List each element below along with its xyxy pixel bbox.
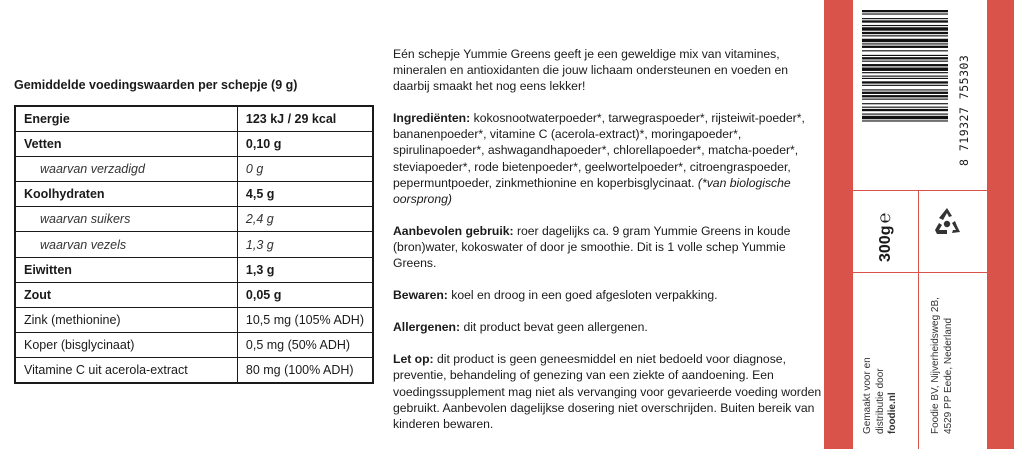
table-row bbox=[15, 106, 373, 132]
table-row bbox=[15, 182, 373, 207]
barcode-bar bbox=[862, 13, 948, 14]
barcode-bar bbox=[862, 20, 948, 22]
barcode-bar bbox=[862, 57, 948, 59]
nutrient-value: 0,05 g bbox=[237, 282, 373, 307]
barcode-bar bbox=[862, 120, 948, 121]
estimated-sign: ℮ bbox=[874, 212, 894, 224]
nutrient-value: 123 kJ / 29 kcal bbox=[237, 106, 373, 132]
allergens-section bbox=[393, 319, 823, 335]
nutrient-name: Koper (bisglycinaat) bbox=[15, 332, 237, 357]
barcode-bar bbox=[862, 72, 948, 73]
nutrient-name: Vetten bbox=[15, 132, 237, 157]
red-stripe-right bbox=[988, 0, 1014, 449]
nutrient-name: waarvan verzadigd bbox=[15, 157, 237, 182]
barcode-bar bbox=[862, 92, 948, 94]
barcode-bar bbox=[862, 116, 948, 119]
nutrient-value: 2,4 g bbox=[237, 207, 373, 232]
panel-border-left bbox=[852, 0, 853, 449]
nutrient-name: Zink (methionine) bbox=[15, 307, 237, 332]
barcode-bar bbox=[862, 64, 948, 66]
barcode-bar bbox=[862, 114, 948, 115]
table-row bbox=[15, 257, 373, 282]
storage-label: Bewaren: bbox=[393, 288, 448, 303]
panel-divider-vertical bbox=[918, 190, 919, 449]
panel-border-right bbox=[987, 0, 988, 449]
barcode-bar bbox=[862, 78, 948, 79]
warning-text: dit product is geen geneesmiddel en niet bedoeld voor diagnose, preventie, behandeling of genezing van een ziekte of aandoening. Een voedingssupplement mag niet als vervanging voor gevarieerde voeding worden gebruikt. Aanbevolen dagelijkse dosering niet overschrijden. Buiten bereik van kinderen bewaren. bbox=[393, 352, 822, 431]
usage-text: roer dagelijks ca. 9 gram Yummie Greens in koude (bron)water, kokoswater of door je smoothie. Dit is 1 volle schep Yummie Greens. bbox=[393, 223, 791, 271]
intro-text: Eén schepje Yummie Greens geeft je een geweldige mix van vitamines, mineralen en antioxidanten die jouw lichaam ondersteunen en voeden en daarbij smaakt het nog eens lekker! bbox=[393, 47, 789, 94]
allergens-label: Allergenen: bbox=[393, 320, 461, 335]
product-description bbox=[393, 46, 823, 448]
barcode-bar bbox=[862, 68, 948, 71]
barcode-bar bbox=[862, 61, 948, 62]
barcode-number: 8 719327 755303 bbox=[957, 54, 971, 166]
barcode-bar bbox=[862, 32, 948, 34]
barcode-bar bbox=[862, 39, 948, 42]
ingredients-section bbox=[393, 110, 823, 207]
barcode-bar bbox=[862, 46, 948, 48]
usage-section bbox=[393, 223, 823, 271]
table-row bbox=[15, 332, 373, 357]
table-row bbox=[15, 282, 373, 307]
barcode-bar bbox=[862, 103, 948, 104]
nutrient-name: Zout bbox=[15, 282, 237, 307]
usage-label: Aanbevolen gebruik: bbox=[393, 223, 514, 238]
table-row bbox=[15, 132, 373, 157]
barcode-bar bbox=[862, 18, 948, 19]
barcode-bar bbox=[862, 43, 948, 44]
barcode-bar bbox=[862, 55, 948, 56]
panel-divider bbox=[852, 190, 988, 191]
barcode-bar bbox=[862, 81, 948, 83]
table-row bbox=[15, 307, 373, 332]
barcode-bar bbox=[862, 95, 948, 97]
table-row bbox=[15, 357, 373, 383]
barcode-bar bbox=[862, 76, 948, 77]
barcode-bar bbox=[862, 109, 948, 111]
ingredients-text: kokosnootwaterpoeder*, tarwegraspoeder*, rijsteiwit-poeder*, bananenpoeder*, vitamine C (acerola-extract)*, moringapoeder*, spirulinapoeder*, ashwagandhapoeder*, chlorellapoeder*, matcha-poeder*, steviapoeder*, rode bietenpoeder*, geelwortelpoeder*, citroengraspoeder, pepermuntpoeder, zinkmethionine en koperbisglycinaat. bbox=[393, 111, 805, 190]
allergens-text: dit product bevat geen allergenen. bbox=[463, 320, 648, 335]
barcode-bar bbox=[862, 50, 948, 51]
nutrient-name: Eiwitten bbox=[15, 257, 237, 282]
ingredients-note: (*van biologische oorsprong) bbox=[393, 175, 791, 206]
nutrient-name: waarvan vezels bbox=[15, 232, 237, 257]
warning-section bbox=[393, 351, 823, 431]
barcode-bar bbox=[862, 25, 948, 26]
table-row bbox=[15, 157, 373, 182]
barcode-bar bbox=[862, 89, 948, 90]
company-address bbox=[930, 297, 955, 434]
nutrient-value: 1,3 g bbox=[237, 232, 373, 257]
nutrient-value: 1,3 g bbox=[237, 257, 373, 282]
nutrient-name: Vitamine C uit acerola-extract bbox=[15, 357, 237, 383]
storage-text: koel en droog in een goed afgesloten verpakking. bbox=[451, 288, 718, 303]
nutrient-value: 10,5 mg (105% ADH) bbox=[237, 307, 373, 332]
made-line: Gemaakt voor en bbox=[862, 357, 873, 434]
table-row bbox=[15, 232, 373, 257]
address-line: Foodie BV, Nijverheidsweg 2B, bbox=[930, 297, 941, 434]
panel-divider bbox=[852, 272, 988, 273]
manufacturer-note bbox=[862, 357, 900, 434]
barcode-bar bbox=[862, 107, 948, 108]
recycle-icon bbox=[930, 205, 964, 239]
barcode-bar bbox=[862, 35, 948, 36]
red-stripe-left bbox=[824, 0, 852, 449]
barcode-bar bbox=[862, 99, 948, 100]
nutrient-name: Koolhydraten bbox=[15, 182, 237, 207]
made-url: foodie.nl bbox=[887, 392, 898, 434]
barcode bbox=[862, 8, 972, 178]
warning-label: Let op: bbox=[393, 352, 434, 367]
barcode-bar bbox=[862, 10, 948, 12]
nutrient-name: waarvan suikers bbox=[15, 207, 237, 232]
net-weight bbox=[874, 213, 895, 262]
nutrient-value: 0,10 g bbox=[237, 132, 373, 157]
nutrient-value: 0 g bbox=[237, 157, 373, 182]
made-line: distributie door bbox=[874, 368, 886, 434]
ingredients-label: Ingrediënten: bbox=[393, 111, 471, 126]
nutrient-value: 0,5 mg (50% ADH) bbox=[237, 332, 373, 357]
nutrient-name: Energie bbox=[15, 106, 237, 132]
weight-value: 300g bbox=[877, 225, 894, 262]
storage-section bbox=[393, 287, 823, 303]
barcode-graphic bbox=[862, 8, 972, 178]
nutrient-value: 4,5 g bbox=[237, 182, 373, 207]
nutrition-table bbox=[14, 105, 374, 384]
address-line: 4529 PP Eede, Nederland bbox=[942, 317, 954, 434]
barcode-bar bbox=[862, 85, 948, 86]
barcode-bar bbox=[862, 27, 948, 30]
nutrient-value: 80 mg (100% ADH) bbox=[237, 357, 373, 383]
table-row bbox=[15, 207, 373, 232]
nutrition-title: Gemiddelde voedingswaarden per schepje (9 g) bbox=[14, 78, 298, 92]
